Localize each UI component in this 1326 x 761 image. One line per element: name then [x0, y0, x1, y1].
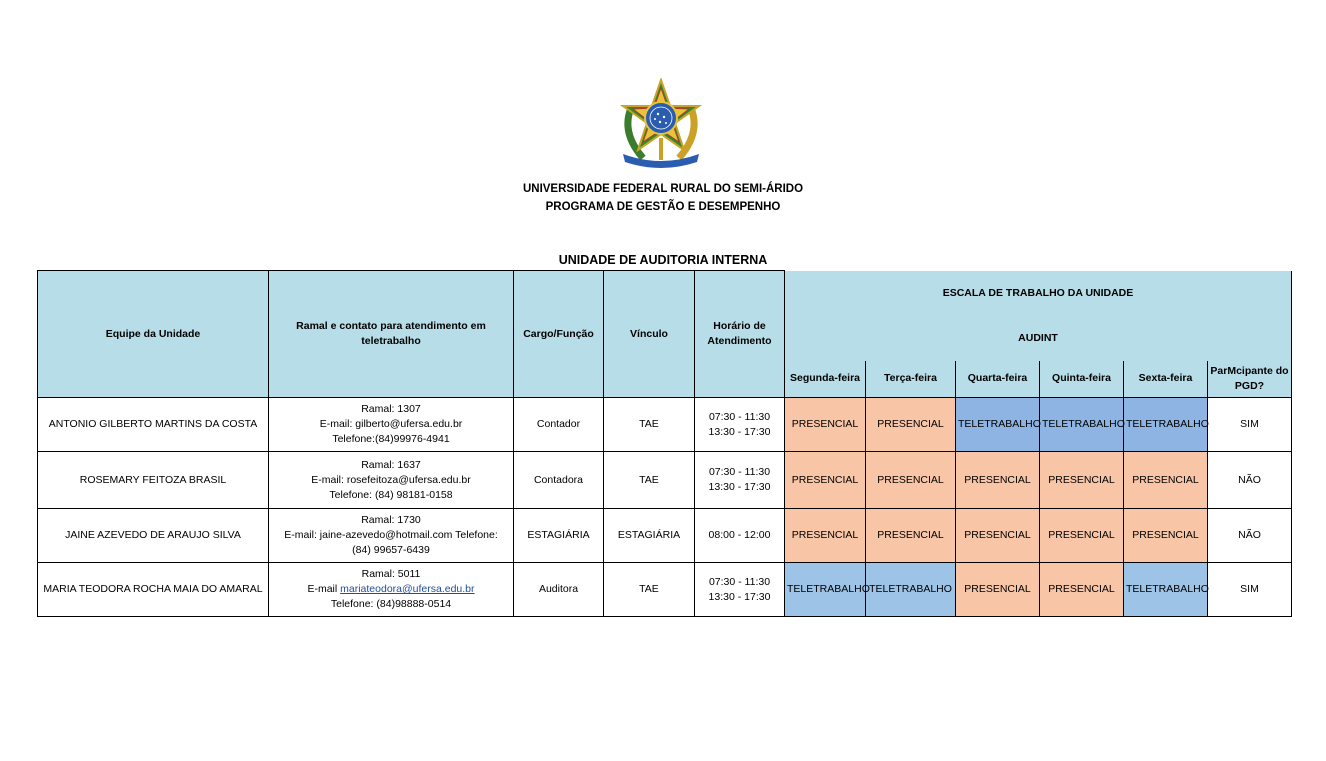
table-row — [38, 563, 1292, 617]
unit-title: UNIDADE DE AUDITORIA INTERNA — [558, 253, 768, 267]
header-team: Equipe da Unidade — [38, 271, 269, 398]
hours-afternoon: 13:30 - 17:30 — [708, 481, 771, 493]
cell-bond: TAE — [604, 563, 695, 617]
table-row — [38, 509, 1292, 563]
cell-day-friday: TELETRABALHO — [1124, 563, 1208, 617]
program-name: PROGRAMA DE GESTÃO E DESEMPENHO — [545, 201, 781, 213]
cell-day-tuesday: PRESENCIAL — [866, 452, 956, 509]
cell-day-friday: PRESENCIAL — [1124, 452, 1208, 509]
header-unit: AUDINT — [785, 316, 1292, 361]
cell-day-wednesday: TELETRABALHO — [956, 398, 1040, 452]
cell-role: ESTAGIÁRIA — [514, 509, 604, 563]
cell-hours — [695, 398, 785, 452]
cell-role: Auditora — [514, 563, 604, 617]
contact-phone: Telefone:(84)99976-4941 — [332, 433, 450, 445]
hours-morning: 08:00 - 12:00 — [708, 529, 771, 541]
cell-name: JAINE AZEVEDO DE ARAUJO SILVA — [38, 509, 269, 563]
cell-day-thursday: PRESENCIAL — [1040, 563, 1124, 617]
cell-bond: ESTAGIÁRIA — [604, 509, 695, 563]
contact-ramal: Ramal: 1307 — [361, 403, 421, 415]
contact-phone: (84) 99657-6439 — [352, 544, 430, 556]
cell-contact — [269, 563, 514, 617]
header-schedule: ESCALA DE TRABALHO DA UNIDADE — [785, 271, 1292, 316]
coat-of-arms-emblem — [613, 78, 709, 170]
header-contact: Ramal e contato para atendimento em teletrabalho — [269, 271, 514, 398]
cell-bond: TAE — [604, 398, 695, 452]
table-row — [38, 452, 1292, 509]
contact-email-label: E-mail — [307, 583, 341, 595]
cell-day-tuesday: PRESENCIAL — [866, 398, 956, 452]
university-name: UNIVERSIDADE FEDERAL RURAL DO SEMI-ÁRIDO — [522, 183, 804, 195]
cell-contact — [269, 509, 514, 563]
cell-contact — [269, 398, 514, 452]
cell-day-wednesday: PRESENCIAL — [956, 452, 1040, 509]
header-bond: Vínculo — [604, 271, 695, 398]
cell-hours — [695, 452, 785, 509]
cell-day-monday: PRESENCIAL — [785, 398, 866, 452]
header-hours: Horário de Atendimento — [695, 271, 785, 398]
cell-pgd: NÃO — [1208, 452, 1292, 509]
cell-day-thursday: TELETRABALHO — [1040, 398, 1124, 452]
header-day-friday: Sexta-feira — [1124, 361, 1208, 398]
cell-day-tuesday: PRESENCIAL — [866, 509, 956, 563]
cell-day-tuesday: TELETRABALHO — [866, 563, 956, 617]
cell-day-thursday: PRESENCIAL — [1040, 452, 1124, 509]
contact-phone: Telefone: (84) 98181-0158 — [329, 488, 453, 501]
contact-ramal: Ramal: 1637 — [361, 458, 421, 471]
cell-name: MARIA TEODORA ROCHA MAIA DO AMARAL — [38, 563, 269, 617]
cell-day-thursday: PRESENCIAL — [1040, 509, 1124, 563]
contact-email-line — [271, 582, 511, 597]
header-day-monday: Segunda-feira — [785, 361, 866, 398]
cell-pgd: NÃO — [1208, 509, 1292, 563]
cell-day-wednesday: PRESENCIAL — [956, 509, 1040, 563]
cell-name: ANTONIO GILBERTO MARTINS DA COSTA — [38, 398, 269, 452]
cell-pgd: SIM — [1208, 563, 1292, 617]
email-link[interactable]: mariateodora@ufersa.edu.br — [340, 583, 475, 595]
hours-morning: 07:30 - 11:30 — [708, 575, 771, 588]
cell-role: Contadora — [514, 452, 604, 509]
contact-phone: Telefone: (84)98888-0514 — [330, 598, 452, 610]
contact-email: E-mail: gilberto@ufersa.edu.br — [319, 418, 463, 430]
cell-pgd: SIM — [1208, 398, 1292, 452]
cell-day-friday: PRESENCIAL — [1124, 509, 1208, 563]
contact-ramal: Ramal: 5011 — [361, 568, 421, 580]
contact-email: E-mail: rosefeitoza@ufersa.edu.br — [311, 473, 471, 486]
header-day-wednesday: Quarta-feira — [956, 361, 1040, 398]
cell-contact — [269, 452, 514, 509]
cell-name: ROSEMARY FEITOZA BRASIL — [38, 452, 269, 509]
hours-morning: 07:30 - 11:30 — [708, 466, 771, 478]
cell-day-monday: TELETRABALHO — [785, 563, 866, 617]
cell-day-friday: TELETRABALHO — [1124, 398, 1208, 452]
hours-afternoon: 13:30 - 17:30 — [708, 425, 771, 438]
table-row — [38, 398, 1292, 452]
contact-email: E-mail: jaine-azevedo@hotmail.com Telefone: — [284, 529, 498, 541]
cell-hours — [695, 563, 785, 617]
work-schedule-table — [37, 270, 1292, 617]
header-day-thursday: Quinta-feira — [1040, 361, 1124, 398]
cell-role: Contador — [514, 398, 604, 452]
cell-day-monday: PRESENCIAL — [785, 452, 866, 509]
cell-day-wednesday: PRESENCIAL — [956, 563, 1040, 617]
cell-hours — [695, 509, 785, 563]
hours-morning: 07:30 - 11:30 — [708, 410, 771, 423]
cell-bond: TAE — [604, 452, 695, 509]
header-day-tuesday: Terça-feira — [866, 361, 956, 398]
header-pgd: ParMcipante do PGD? — [1208, 361, 1292, 398]
hours-afternoon: 13:30 - 17:30 — [708, 590, 771, 603]
contact-ramal: Ramal: 1730 — [361, 514, 421, 526]
header-role: Cargo/Função — [514, 271, 604, 398]
cell-day-monday: PRESENCIAL — [785, 509, 866, 563]
